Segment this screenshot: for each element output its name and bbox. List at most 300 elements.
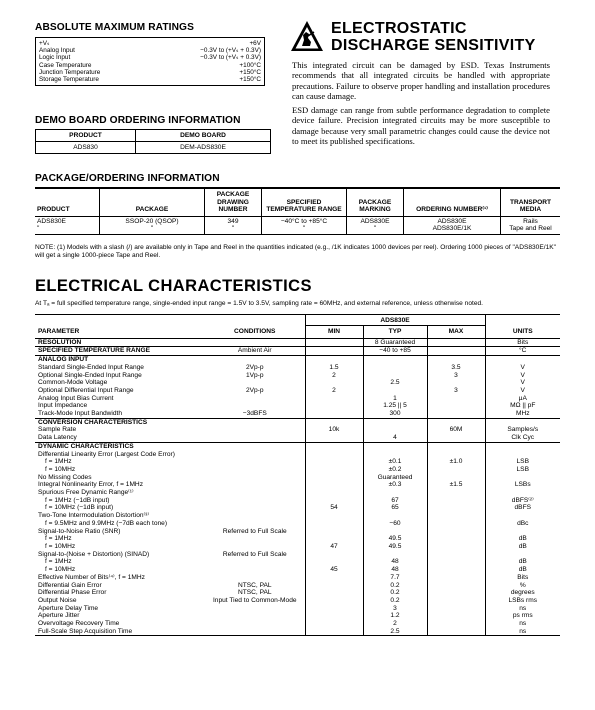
- table-cell: LSB: [485, 458, 560, 466]
- table-row: [35, 582, 560, 590]
- table-cell: [427, 543, 485, 551]
- abs-max-label: Junction Temperature: [39, 68, 101, 76]
- table-cell: [205, 426, 305, 434]
- table-cell: degrees: [485, 589, 560, 597]
- elec-table-body: [35, 338, 560, 636]
- abs-max-row: [39, 47, 261, 54]
- table-cell: [427, 466, 485, 474]
- table-cell: 0.2: [363, 582, 427, 590]
- table-cell: [305, 356, 363, 364]
- table-cell: ps rms: [485, 612, 560, 620]
- table-cell: −60: [363, 520, 427, 528]
- package-note: NOTE: (1) Models with a slash (/) are available only in Tape and Reel in the quantities indicated (e.g., /1K indicates 1000 devices per reel). Ordering 1000 pieces of "ADS830E/1K" will get a single 1000-piece Tape and Reel.: [35, 244, 556, 259]
- table-cell: [305, 458, 363, 466]
- demo-header-product: PRODUCT: [36, 130, 136, 142]
- demo-board-title: DEMO BOARD ORDERING INFORMATION: [35, 115, 241, 126]
- table-cell: Analog Input Bias Current: [38, 394, 114, 402]
- table-cell: Differential Linearity Error (Largest Code Error): [38, 450, 175, 458]
- section-row: [35, 442, 560, 450]
- table-cell: [305, 474, 363, 482]
- table-cell: [427, 582, 485, 590]
- table-cell: MΩ || pF: [485, 402, 560, 410]
- table-cell: [205, 402, 305, 410]
- table-cell: 7.7: [363, 574, 427, 582]
- table-cell: LSBs rms: [485, 597, 560, 605]
- table-cell: Common-Mode Voltage: [38, 379, 108, 387]
- table-cell: [427, 474, 485, 482]
- table-cell: ns: [485, 620, 560, 628]
- table-cell: Differential Gain Error: [38, 581, 102, 589]
- table-cell: ns: [485, 605, 560, 613]
- table-cell: Aperture Delay Time: [38, 604, 99, 612]
- table-cell: f = 10MHz: [45, 566, 76, 574]
- table-cell: f = 1MHz (−1dB input): [45, 496, 110, 504]
- table-cell: [427, 528, 485, 536]
- package-title: PACKAGE/ORDERING INFORMATION: [35, 173, 220, 184]
- table-cell: [427, 605, 485, 613]
- table-cell: 10k: [305, 426, 363, 434]
- table-cell: [305, 418, 363, 426]
- abs-max-value: −0.3V to (+Vₛ + 0.3V): [200, 54, 261, 62]
- table-cell: 65: [363, 504, 427, 512]
- table-row: [35, 426, 560, 434]
- pkg-header-marking: PACKAGE MARKING: [347, 188, 404, 216]
- table-row: [35, 410, 560, 418]
- table-cell: [485, 551, 560, 559]
- table-cell: [305, 434, 363, 442]
- table-row: [35, 489, 560, 497]
- abs-max-label: +Vₛ: [39, 40, 50, 47]
- table-cell: [363, 528, 427, 536]
- table-cell: [205, 612, 305, 620]
- table-cell: Bits: [485, 338, 560, 347]
- pkg-header-temp: SPECIFIED TEMPERATURE RANGE: [262, 188, 347, 216]
- table-row: [35, 395, 560, 403]
- table-cell: [485, 418, 560, 426]
- table-cell: LSB: [485, 466, 560, 474]
- table-cell: 67: [363, 497, 427, 505]
- table-cell: [305, 628, 363, 636]
- table-cell: 48: [363, 558, 427, 566]
- abs-max-label: Logic Input: [39, 54, 71, 62]
- table-cell: [305, 620, 363, 628]
- table-cell: 2: [363, 620, 427, 628]
- elec-title: ELECTRICAL CHARACTERISTICS: [35, 277, 312, 295]
- table-cell: [427, 434, 485, 442]
- abs-max-label: Storage Temperature: [39, 76, 99, 84]
- table-cell: [305, 535, 363, 543]
- table-cell: [205, 620, 305, 628]
- table-cell: [363, 364, 427, 372]
- table-row: [35, 628, 560, 636]
- table-cell: Effective Number of Bits⁽⁴⁾, f = 1MHz: [38, 573, 145, 581]
- table-row: [35, 528, 560, 536]
- abs-max-row: [39, 62, 261, 69]
- table-cell: dB: [485, 566, 560, 574]
- table-cell: [427, 395, 485, 403]
- table-cell: %: [485, 582, 560, 590]
- table-cell: [205, 504, 305, 512]
- table-row: [35, 558, 560, 566]
- table-cell: [205, 458, 305, 466]
- table-cell: [427, 620, 485, 628]
- table-cell: [485, 451, 560, 459]
- table-row: [35, 372, 560, 380]
- table-row: [35, 589, 560, 597]
- table-cell: [205, 474, 305, 482]
- table-cell: V: [485, 379, 560, 387]
- pkg-header-ordering: ORDERING NUMBER⁽¹⁾: [404, 188, 501, 216]
- elec-header-typ: TYP: [363, 325, 427, 338]
- table-cell: [485, 474, 560, 482]
- table-cell: Sample Rate: [38, 426, 77, 434]
- pkg-header-product: PRODUCT: [35, 188, 100, 216]
- table-cell: 4: [363, 434, 427, 442]
- table-cell: 1.25 || 5: [363, 402, 427, 410]
- table-cell: [205, 481, 305, 489]
- esd-paragraph-1: This integrated circuit can be damaged by ESD. Texas Instruments recommends that all integrated circuits be handled with appropriate precautions. Failure to observe proper handling and installation procedures can cause damage.: [292, 60, 550, 101]
- table-cell: 54: [305, 504, 363, 512]
- table-cell: [305, 612, 363, 620]
- table-cell: RESOLUTION: [38, 338, 82, 346]
- table-cell: [205, 512, 305, 520]
- pkg-header-package: PACKAGE: [100, 188, 205, 216]
- table-row: [35, 597, 560, 605]
- table-cell: Full-Scale Step Acquisition Time: [38, 627, 133, 635]
- table-cell: [205, 434, 305, 442]
- table-cell: °C: [485, 347, 560, 356]
- table-cell: Differential Phase Error: [38, 589, 107, 597]
- table-row: [35, 574, 560, 582]
- table-cell: [485, 489, 560, 497]
- section-row: [35, 418, 560, 426]
- table-cell: [427, 520, 485, 528]
- table-cell: dBc: [485, 520, 560, 528]
- table-row: [35, 612, 560, 620]
- table-cell: Aperture Jitter: [38, 612, 80, 620]
- elec-device-header: ADS830E: [305, 315, 485, 326]
- pkg-package: SSOP-20 (QSOP) ": [100, 216, 205, 234]
- table-cell: [363, 442, 427, 450]
- table-cell: 60M: [427, 426, 485, 434]
- table-cell: [205, 418, 305, 426]
- table-row: [35, 466, 560, 474]
- table-cell: [427, 574, 485, 582]
- table-cell: 47: [305, 543, 363, 551]
- table-cell: [427, 347, 485, 356]
- esd-warning-icon: [290, 20, 324, 52]
- esd-title-line2: DISCHARGE SENSITIVITY: [331, 37, 536, 54]
- table-cell: Input Tied to Common-Mode: [212, 596, 297, 604]
- table-cell: [305, 379, 363, 387]
- pkg-header-drawing: PACKAGE DRAWING NUMBER: [205, 188, 262, 216]
- table-cell: [305, 551, 363, 559]
- abs-max-row: [39, 69, 261, 76]
- table-cell: [427, 597, 485, 605]
- table-cell: [427, 489, 485, 497]
- table-cell: [427, 402, 485, 410]
- table-cell: [427, 628, 485, 636]
- table-row: [35, 434, 560, 442]
- table-cell: 300: [363, 410, 427, 418]
- table-cell: Two-Tone Intermodulation Distortion⁽³⁾: [38, 512, 149, 520]
- abs-max-value: +150°C: [239, 76, 261, 84]
- table-cell: [205, 628, 305, 636]
- table-cell: Overvoltage Recovery Time: [38, 620, 120, 628]
- table-row: [35, 566, 560, 574]
- demo-header-board: DEMO BOARD: [135, 130, 270, 142]
- table-cell: [363, 551, 427, 559]
- table-row: [35, 402, 560, 410]
- table-cell: Guaranteed: [363, 474, 427, 482]
- elec-subtitle: At Tₐ = full specified temperature range, single-ended input range = 1.5V to 3.5V, sampling rate = 60MHz, and external reference, unless otherwise noted.: [35, 300, 483, 307]
- table-cell: [427, 551, 485, 559]
- table-cell: f = 10MHz: [45, 542, 76, 550]
- table-row: [35, 451, 560, 459]
- package-table: [35, 187, 560, 235]
- table-cell: [427, 535, 485, 543]
- table-cell: [205, 466, 305, 474]
- esd-text: [292, 60, 550, 150]
- table-cell: [427, 504, 485, 512]
- table-cell: [427, 356, 485, 364]
- table-cell: Output Noise: [38, 596, 77, 604]
- table-cell: dBFS: [485, 504, 560, 512]
- pkg-drawing: 349 ": [205, 216, 262, 234]
- table-cell: ns: [485, 628, 560, 636]
- table-row: [35, 387, 560, 395]
- demo-product: ADS830: [36, 142, 136, 154]
- abs-max-value: −0.3V to (+Vₛ + 0.3V): [200, 47, 261, 55]
- table-cell: [427, 442, 485, 450]
- table-cell: 2Vp-p: [245, 386, 264, 394]
- table-cell: f = 1MHz: [45, 458, 72, 466]
- table-row: [35, 535, 560, 543]
- table-cell: Bits: [485, 574, 560, 582]
- table-cell: 0.2: [363, 597, 427, 605]
- table-cell: Ambient Air: [237, 347, 272, 355]
- table-row: [35, 543, 560, 551]
- esd-title-line1: ELECTROSTATIC: [331, 20, 467, 37]
- table-cell: V: [485, 372, 560, 380]
- table-cell: [427, 512, 485, 520]
- table-cell: [305, 338, 363, 347]
- table-cell: No Missing Codes: [38, 473, 92, 481]
- table-cell: [427, 497, 485, 505]
- table-cell: [205, 489, 305, 497]
- table-cell: [305, 481, 363, 489]
- demo-board: DEM-ADS830E: [135, 142, 270, 154]
- table-row: [35, 379, 560, 387]
- table-cell: ±1.5: [427, 481, 485, 489]
- elec-header-units: UNITS: [485, 325, 560, 338]
- table-cell: 8 Guaranteed: [363, 338, 427, 347]
- table-cell: dB: [485, 535, 560, 543]
- abs-max-label: Case Temperature: [39, 61, 92, 69]
- table-cell: [205, 451, 305, 459]
- table-cell: Data Latency: [38, 434, 77, 442]
- table-cell: [305, 528, 363, 536]
- table-cell: 2.5: [363, 628, 427, 636]
- table-cell: 0.2: [363, 589, 427, 597]
- table-cell: 2Vp-p: [245, 363, 264, 371]
- table-cell: [427, 338, 485, 347]
- table-cell: [305, 489, 363, 497]
- abs-max-row: [39, 76, 261, 83]
- table-cell: [427, 566, 485, 574]
- table-cell: [363, 418, 427, 426]
- table-cell: Spurious Free Dynamic Range⁽¹⁾: [38, 489, 134, 497]
- table-cell: 49.5: [363, 535, 427, 543]
- table-row: [35, 364, 560, 372]
- table-cell: [205, 558, 305, 566]
- table-cell: [363, 451, 427, 459]
- table-cell: 3.5: [427, 364, 485, 372]
- abs-max-title: ABSOLUTE MAXIMUM RATINGS: [35, 22, 194, 33]
- elec-header-min: MIN: [305, 325, 363, 338]
- table-cell: [305, 451, 363, 459]
- table-cell: [427, 451, 485, 459]
- table-cell: μA: [485, 395, 560, 403]
- table-cell: 2: [305, 387, 363, 395]
- table-cell: Input Impedance: [38, 402, 88, 410]
- table-cell: [363, 489, 427, 497]
- table-cell: [305, 410, 363, 418]
- table-cell: [205, 543, 305, 551]
- elec-table: [35, 314, 560, 636]
- table-cell: 2: [305, 372, 363, 380]
- table-row: [35, 551, 560, 559]
- table-cell: dB: [485, 558, 560, 566]
- esd-paragraph-2: ESD damage can range from subtle performance degradation to complete device failure. Precision integrated circuits may be more susceptible to damage because very small parametric changes could cause the device not to meet its published specifications.: [292, 105, 550, 147]
- table-cell: NTSC, PAL: [237, 589, 272, 597]
- table-cell: 2.5: [363, 379, 427, 387]
- table-cell: [305, 558, 363, 566]
- table-cell: [427, 589, 485, 597]
- table-cell: [305, 605, 363, 613]
- table-cell: [205, 497, 305, 505]
- table-cell: f = 1MHz: [45, 535, 72, 543]
- table-row: [35, 347, 560, 356]
- table-cell: [205, 442, 305, 450]
- pkg-marking: ADS830E ": [347, 216, 404, 234]
- table-row: [35, 620, 560, 628]
- abs-max-label: Analog Input: [39, 47, 75, 55]
- table-row: [35, 605, 560, 613]
- table-cell: f = 9.5MHz and 9.9MHz (−7dB each tone): [45, 519, 168, 527]
- table-cell: 1.2: [363, 612, 427, 620]
- abs-max-value: +100°C: [239, 61, 261, 69]
- section-row: [35, 356, 560, 364]
- table-cell: Referred to Full Scale: [222, 550, 287, 558]
- table-cell: Samples/s: [485, 426, 560, 434]
- table-row: [35, 338, 560, 347]
- table-cell: Clk Cyc: [485, 434, 560, 442]
- table-cell: [427, 410, 485, 418]
- table-cell: [305, 574, 363, 582]
- abs-max-value: +150°C: [239, 68, 261, 76]
- table-cell: [485, 512, 560, 520]
- table-cell: [305, 512, 363, 520]
- table-cell: [305, 442, 363, 450]
- table-cell: [485, 442, 560, 450]
- table-cell: Standard Single-Ended Input Range: [38, 363, 144, 371]
- table-cell: [305, 395, 363, 403]
- table-cell: 3: [427, 387, 485, 395]
- table-cell: [427, 418, 485, 426]
- elec-header-parameter: PARAMETER: [38, 327, 80, 335]
- table-cell: 45: [305, 566, 363, 574]
- table-cell: [205, 356, 305, 364]
- table-cell: [305, 597, 363, 605]
- table-cell: ±0.3: [363, 481, 427, 489]
- table-row: [35, 481, 560, 489]
- table-cell: ±1.0: [427, 458, 485, 466]
- table-cell: −3dBFS: [242, 410, 267, 418]
- elec-header-conditions: CONDITIONS: [234, 327, 276, 335]
- pkg-header-transport: TRANSPORT MEDIA: [501, 188, 561, 216]
- table-cell: [205, 574, 305, 582]
- table-cell: [305, 466, 363, 474]
- table-cell: f = 10MHz: [45, 465, 76, 473]
- pkg-transport: Rails Tape and Reel: [501, 216, 561, 234]
- table-cell: LSBs: [485, 481, 560, 489]
- table-cell: f = 10MHz (−1dB input): [45, 504, 114, 512]
- table-cell: [305, 520, 363, 528]
- table-cell: 3: [427, 372, 485, 380]
- table-cell: 1.5: [305, 364, 363, 372]
- table-cell: [305, 497, 363, 505]
- table-cell: SPECIFIED TEMPERATURE RANGE: [38, 347, 150, 355]
- table-cell: [363, 372, 427, 380]
- abs-max-row: [39, 40, 261, 47]
- table-cell: Integral Nonlinearity Error, f = 1MHz: [38, 481, 143, 489]
- table-cell: [205, 520, 305, 528]
- esd-title: [331, 20, 536, 54]
- table-cell: [305, 402, 363, 410]
- table-cell: V: [485, 364, 560, 372]
- table-row: [35, 474, 560, 482]
- section-title: ANALOG INPUT: [38, 356, 89, 364]
- section-title: CONVERSION CHARACTERISTICS: [38, 418, 148, 426]
- table-cell: Signal-to-Noise Ratio (SNR): [38, 527, 121, 535]
- abs-max-value: +6V: [249, 40, 261, 47]
- table-cell: 1Vp-p: [245, 371, 264, 379]
- table-cell: [363, 426, 427, 434]
- table-cell: [305, 582, 363, 590]
- table-cell: [363, 512, 427, 520]
- table-cell: [305, 589, 363, 597]
- abs-max-row: [39, 54, 261, 61]
- table-cell: Signal-to-(Noise + Distortion) (SINAD): [38, 550, 150, 558]
- table-cell: MHz: [485, 410, 560, 418]
- table-cell: 49.5: [363, 543, 427, 551]
- table-cell: f = 1MHz: [45, 558, 72, 566]
- table-cell: dBFS⁽²⁾: [485, 497, 560, 505]
- table-cell: [363, 356, 427, 364]
- table-cell: Track-Mode Input Bandwidth: [38, 410, 123, 418]
- table-cell: [427, 612, 485, 620]
- table-cell: −40 to +85: [363, 347, 427, 356]
- table-cell: V: [485, 387, 560, 395]
- table-row: [35, 520, 560, 528]
- table-cell: [205, 395, 305, 403]
- pkg-ordering: ADS830E ADS830E/1K: [404, 216, 501, 234]
- table-cell: [205, 338, 305, 347]
- table-cell: Optional Differential Input Range: [38, 386, 134, 394]
- table-cell: [205, 535, 305, 543]
- pkg-product: ADS830E ": [35, 216, 100, 234]
